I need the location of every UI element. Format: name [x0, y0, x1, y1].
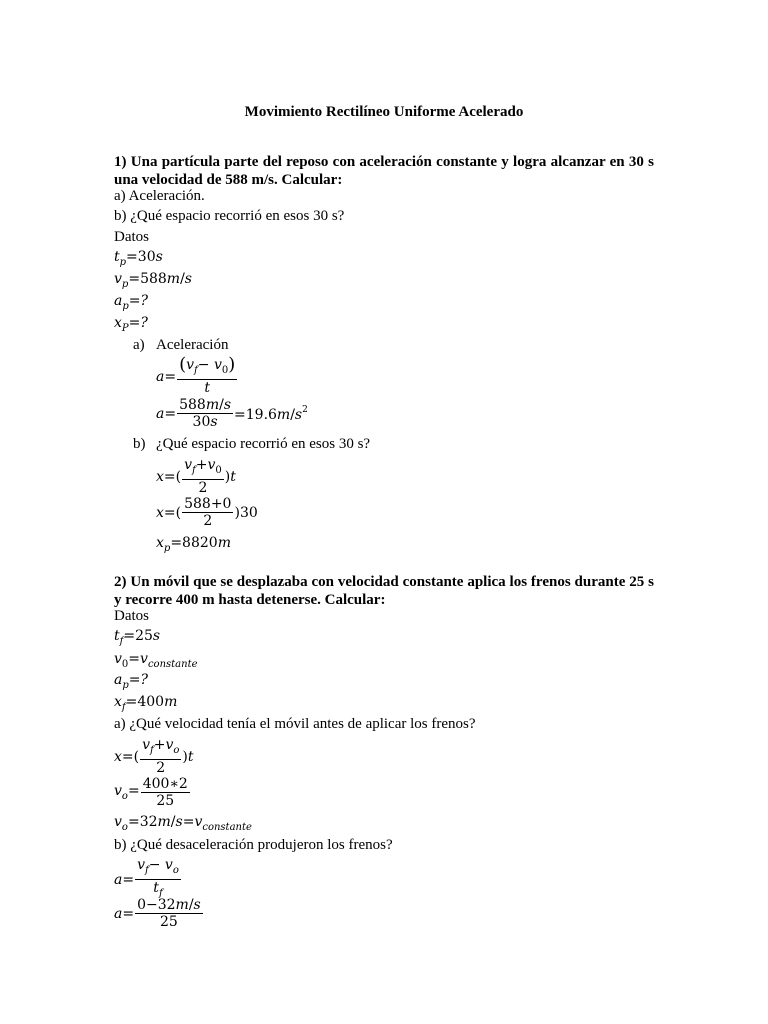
formula-p2-distance-definition: x=( $\frac{v_f+v_o}{2}$ )t [114, 737, 194, 776]
problem-1-statement: 1) Una partícula parte del reposo con aceleración constante y logra alcanzar en 30 s una velocidad de 588 m/s. Calcular: [114, 154, 654, 188]
formula-deceleration-definition: a= $\frac{v_f- v_o}{t_f}$ [114, 857, 179, 899]
list-marker-a: a) [133, 337, 145, 353]
formula-distance-substitution: x=( $\frac{588+0}{2}$ )30 [156, 496, 258, 529]
formula-distance-definition: x=( $\frac{v_f+v_0}{2}$ )t [156, 457, 236, 496]
datum-vp: $v_p=588m/s$ [114, 271, 192, 290]
list-marker-b: b) [133, 436, 146, 452]
formula-initial-velocity: $v_o=$ $\frac{400∗2}{25}$ [114, 776, 188, 809]
datum-v0: $v_0=v_{constante}$ [114, 651, 198, 670]
datum-ap-2: $a_p=$? [114, 672, 149, 691]
datum-ap: $a_p=$? [114, 293, 149, 312]
document-title: Movimiento Rectilíneo Uniforme Acelerado [244, 104, 524, 120]
datum-xf: $x_f=400m$ [114, 694, 178, 713]
problem-2-statement: 2) Un móvil que se desplazaba con velocidad constante aplica los frenos durante 25 s y recorre 400 m hasta detenerse. Calcular: [114, 574, 654, 608]
list-label-espacio: ¿Qué espacio recorrió en esos 30 s? [156, 436, 371, 452]
list-label-aceleracion: Aceleración [156, 337, 229, 353]
problem-2-question-a: a) ¿Qué velocidad tenía el móvil antes de aplicar los frenos? [114, 716, 476, 732]
problem-1-question-b: b) ¿Qué espacio recorrió en esos 30 s? [114, 208, 345, 224]
problem-1-question-a: a) Aceleración. [114, 188, 205, 204]
formula-initial-velocity-result: $v_o=32m/s=v_{constante}$ [114, 814, 252, 833]
datum-xp: $x_P=$? [114, 315, 148, 334]
problem-1-datos-heading: Datos [114, 229, 149, 245]
formula-acceleration-definition: a= $\frac{(v_f- v_0)}{t}$ [156, 354, 236, 396]
problem-2-question-b: b) ¿Qué desaceleración produjeron los frenos? [114, 837, 393, 853]
formula-distance-result: $x_p=8820m$ [156, 535, 231, 554]
formula-deceleration-substitution: a= $\frac{0-32m/s}{25}$ [114, 897, 201, 930]
datum-tf: $t_f=25s$ [114, 628, 161, 647]
problem-2-datos-heading: Datos [114, 608, 149, 624]
datum-tp: $t_p=30s$ [114, 249, 163, 268]
formula-acceleration-result: a= $\frac{588m/s}{30s}$ $=19.6m/s^2$ [156, 397, 308, 430]
